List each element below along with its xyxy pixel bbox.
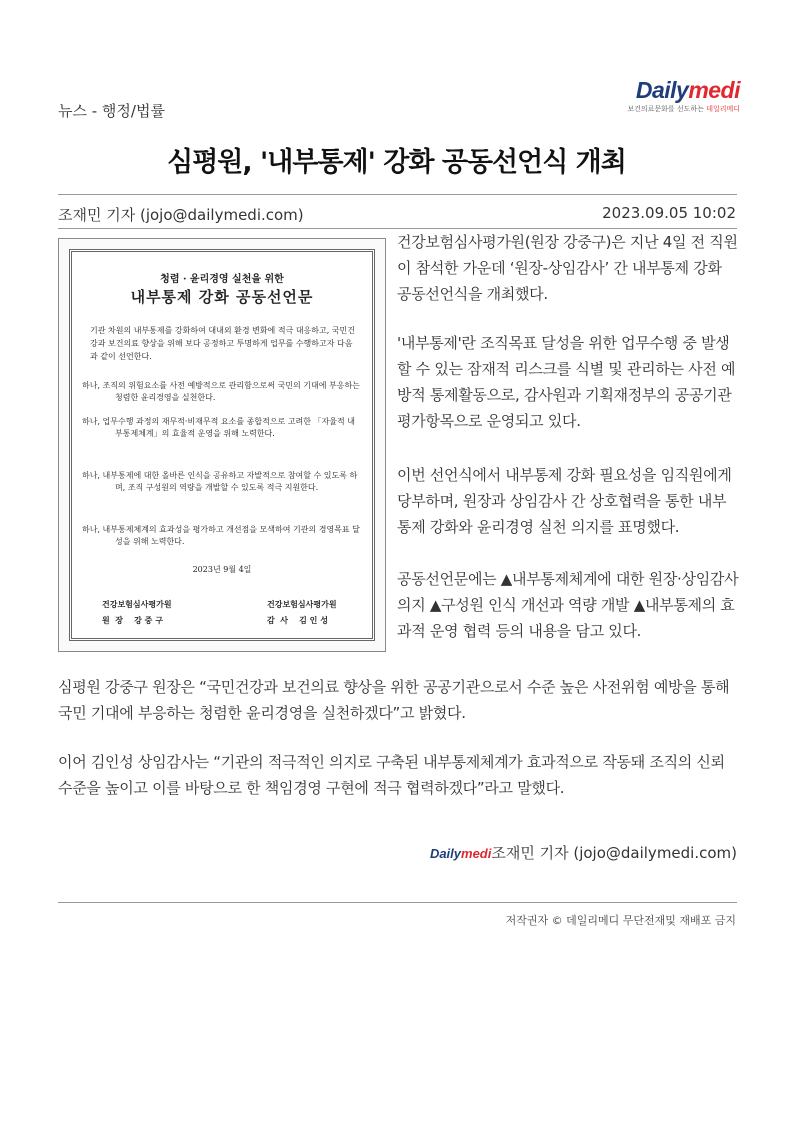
paragraph-2: '내부통제'란 조직목표 달성을 위한 업무수행 중 발생할 수 있는 잠재적 리스크를 식별 및 관리하는 사전 예방적 통제활동으로, 감사원과 기획재정부의 공공기관 평가항목으로 운영되고 있다.	[397, 334, 736, 430]
declaration-item: 하나, 내부통제체계의 효과성을 평가하고 개선점을 모색하여 기관의 경영목표 달성을 위해 노력한다.	[82, 525, 360, 546]
declaration-item: 하나, 내부통제에 대한 올바른 인식을 공유하고 자발적으로 참여할 수 있도록 하며, 조직 구성원의 역량을 개발할 수 있도록 적극 지원한다.	[82, 471, 358, 492]
publish-datetime: 2023.09.05 10:02	[602, 204, 736, 222]
signer-auditor: 건강보험심사평가원 감 사 김 인 성	[267, 599, 337, 625]
paragraph-4: 공동선언문에는 ▲내부통제체계에 대한 원장·상임감사 의지 ▲구성원 인식 개선과 역량 개발 ▲내부통제의 효과적 운영 협력 등의 내용을 담고 있다.	[397, 570, 739, 640]
declaration-item: 하나, 조직의 위험요소를 사전 예방적으로 관리함으로써 국민의 기대에 부응하는 청렴한 윤리경영을 실천한다.	[82, 381, 360, 402]
signer-president: 건강보험심사평가원 원 장 강 중 구	[102, 599, 172, 625]
declaration-frame	[69, 249, 375, 641]
declaration-title: 내부통제 강화 공동선언문	[130, 288, 314, 306]
top-divider	[58, 194, 737, 195]
logo-tagline: 보건의료문화를 선도하는 데일리메디	[627, 105, 740, 113]
declaration-item: 하나, 업무수행 과정의 재무적·비재무적 요소를 종합적으로 고려한 「자율적 내부통제체계」의 효율적 운영을 위해 노력한다.	[82, 417, 355, 438]
declaration-date: 2023년 9월 4일	[192, 565, 252, 574]
logo-wordmark: Dailymedi	[635, 77, 740, 103]
declaration-image	[58, 238, 386, 652]
signature-logo: Dailymedi	[429, 846, 492, 861]
dailymedi-logo[interactable]	[600, 78, 740, 114]
article-title: 심평원, '내부통제' 강화 공동선언식 개최	[167, 147, 626, 178]
paragraph-3: 이번 선언식에서 내부통제 강화 필요성을 임직원에게 당부하며, 원장과 상임감사 간 상호협력을 통한 내부통제 강화와 윤리경영 실천 의지를 표명했다.	[397, 466, 732, 536]
reporter-signature: Dailymedi조재민 기자 (jojo@dailymedi.com)	[429, 844, 737, 862]
paragraph-1: 건강보험심사평가원(원장 강중구)은 지난 4일 전 직원이 참석한 가운데 ‘원장-상임감사’ 간 내부통제 강화 공동선언식을 개최했다.	[397, 233, 738, 303]
copyright-notice: 저작권자 © 데일리메디 무단전재및 재배포 금지	[505, 914, 736, 927]
paragraph-6: 이어 김인성 상임감사는 “기관의 적극적인 의지로 구축된 내부통제체계가 효과적으로 작동돼 조직의 신뢰 수준을 높이고 이를 바탕으로 한 책임경영 구현에 적극 협력하겠다”라고 말했다.	[58, 753, 725, 797]
paragraph-5: 심평원 강중구 원장은 “국민건강과 보건의료 향상을 위한 공공기관으로서 수준 높은 사전위험 예방을 통해 국민 기대에 부응하는 청렴한 윤리경영을 실천하겠다”고 밝혔다.	[58, 678, 730, 722]
declaration-subtitle: 청렴 · 윤리경영 실천을 위한	[160, 274, 284, 285]
reporter-byline: 조재민 기자 (jojo@dailymedi.com)	[58, 206, 304, 224]
section-breadcrumb[interactable]: 뉴스 - 행정/법률	[58, 102, 165, 120]
declaration-intro: 기관 차원의 내부통제를 강화하여 대내외 환경 변화에 적극 대응하고, 국민건강과 보건의료 향상을 위해 보다 공정하고 투명하게 업무를 수행하고자 다음과 같이 선언한다.	[90, 326, 355, 361]
footer-divider	[58, 902, 737, 903]
